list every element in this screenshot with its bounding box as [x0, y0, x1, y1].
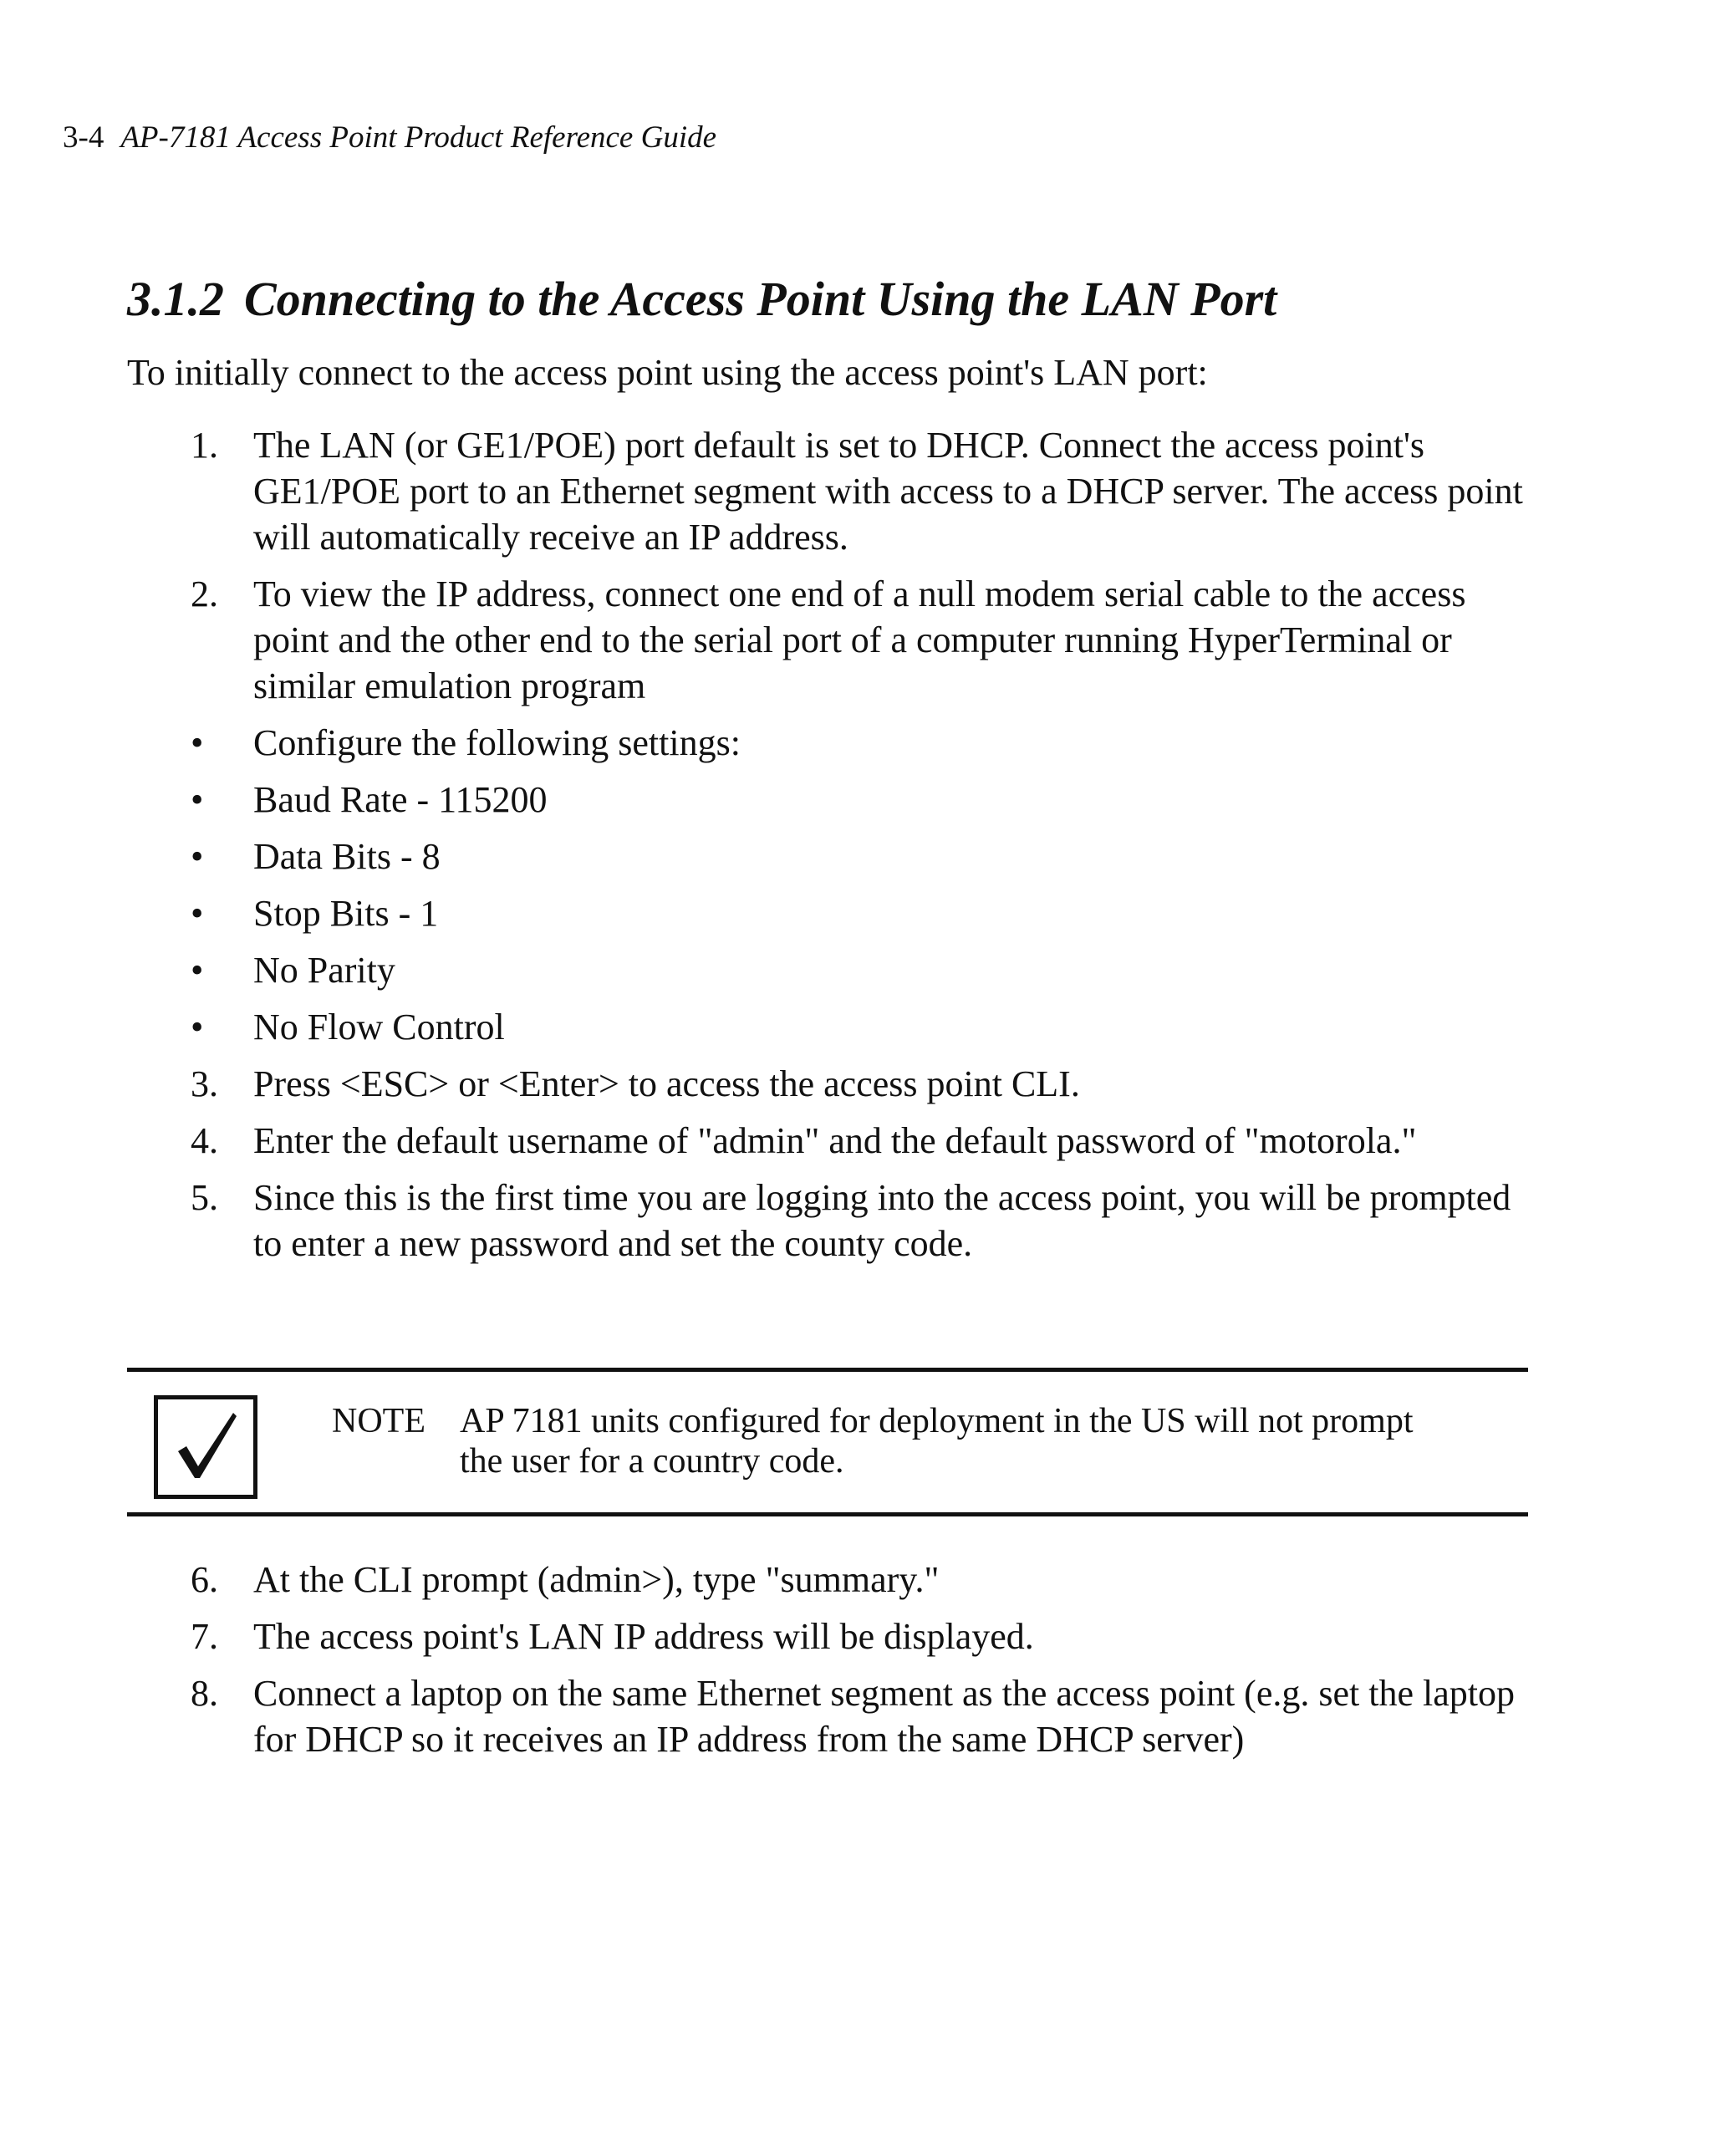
- list-item: [0, 422, 1541, 560]
- bullet-marker: •: [191, 950, 204, 991]
- list-marker: 4.: [191, 1120, 218, 1161]
- list-item: [0, 720, 1541, 766]
- page-number: 3-4: [63, 120, 104, 155]
- bullet-marker: •: [191, 893, 204, 934]
- section-number: 3.1.2: [127, 272, 224, 326]
- guide-title: AP-7181 Access Point Product Reference Guide: [120, 120, 717, 155]
- list-marker: 2.: [191, 573, 218, 614]
- section-heading: [127, 269, 1276, 329]
- list-item: [0, 833, 1541, 879]
- list-item: [0, 777, 1541, 823]
- checkmark-icon: [154, 1395, 257, 1499]
- list-item: [0, 1557, 1541, 1603]
- intro-paragraph: To initially connect to the access point using the access point's LAN port:: [127, 352, 1208, 393]
- bullet-marker: •: [191, 1007, 204, 1047]
- list-item: [0, 571, 1541, 709]
- list-item-text: At the CLI prompt (admin>), type "summary.": [253, 1559, 940, 1600]
- list-item: [0, 1118, 1541, 1164]
- list-item: [0, 1004, 1541, 1050]
- list-item: [0, 1061, 1541, 1107]
- list-marker: 5.: [191, 1177, 218, 1218]
- bullet-marker: •: [191, 836, 204, 877]
- list-marker: 1.: [191, 425, 218, 466]
- list-item-text: The LAN (or GE1/POE) port default is set to DHCP. Connect the access point's GE1/POE port to an Ethernet segment with access to a DHCP server. The access point will automatically receive an IP address.: [253, 425, 1523, 558]
- list-item-text: Data Bits - 8: [253, 836, 441, 877]
- list-item: [0, 890, 1541, 936]
- list-item-text: Since this is the first time you are logging into the access point, you will be prompted to enter a new password and set the county code.: [253, 1177, 1511, 1264]
- list-item: [0, 1613, 1541, 1659]
- list-item: [0, 1670, 1541, 1762]
- list-item-text: Baud Rate - 115200: [253, 779, 548, 820]
- list-item-text: No Parity: [253, 950, 395, 991]
- list-item-text: Enter the default username of "admin" and the default password of "motorola.": [253, 1120, 1417, 1161]
- list-item-text: The access point's LAN IP address will be displayed.: [253, 1616, 1034, 1657]
- steps-list-top: [0, 422, 1712, 1277]
- list-item-text: Connect a laptop on the same Ethernet segment as the access point (e.g. set the laptop for DHCP so it receives an IP address from the same DHCP server): [253, 1673, 1515, 1760]
- list-marker: 6.: [191, 1559, 218, 1600]
- list-marker: 8.: [191, 1673, 218, 1714]
- bullet-marker: •: [191, 779, 204, 820]
- list-item-text: Stop Bits - 1: [253, 893, 439, 934]
- list-item: [0, 1175, 1541, 1267]
- section-title: Connecting to the Access Point Using the LAN Port: [244, 272, 1277, 326]
- list-item-text: Configure the following settings:: [253, 722, 741, 763]
- list-marker: 7.: [191, 1616, 218, 1657]
- list-item-text: To view the IP address, connect one end of a null modem serial cable to the access point and the other end to the serial port of a computer running HyperTerminal or similar emulation program: [253, 573, 1466, 706]
- note-text: AP 7181 units configured for deployment in the US will not prompt the user for a country code.: [460, 1402, 1414, 1481]
- running-header: [63, 117, 716, 159]
- list-marker: 3.: [191, 1063, 218, 1104]
- list-item-text: No Flow Control: [253, 1007, 505, 1047]
- note-label: NOTE: [332, 1402, 425, 1440]
- list-item: [0, 947, 1541, 993]
- note-box: [127, 1368, 1528, 1516]
- steps-list-bottom: [0, 1557, 1712, 1773]
- bullet-marker: •: [191, 722, 204, 763]
- list-item-text: Press <ESC> or <Enter> to access the access point CLI.: [253, 1063, 1080, 1104]
